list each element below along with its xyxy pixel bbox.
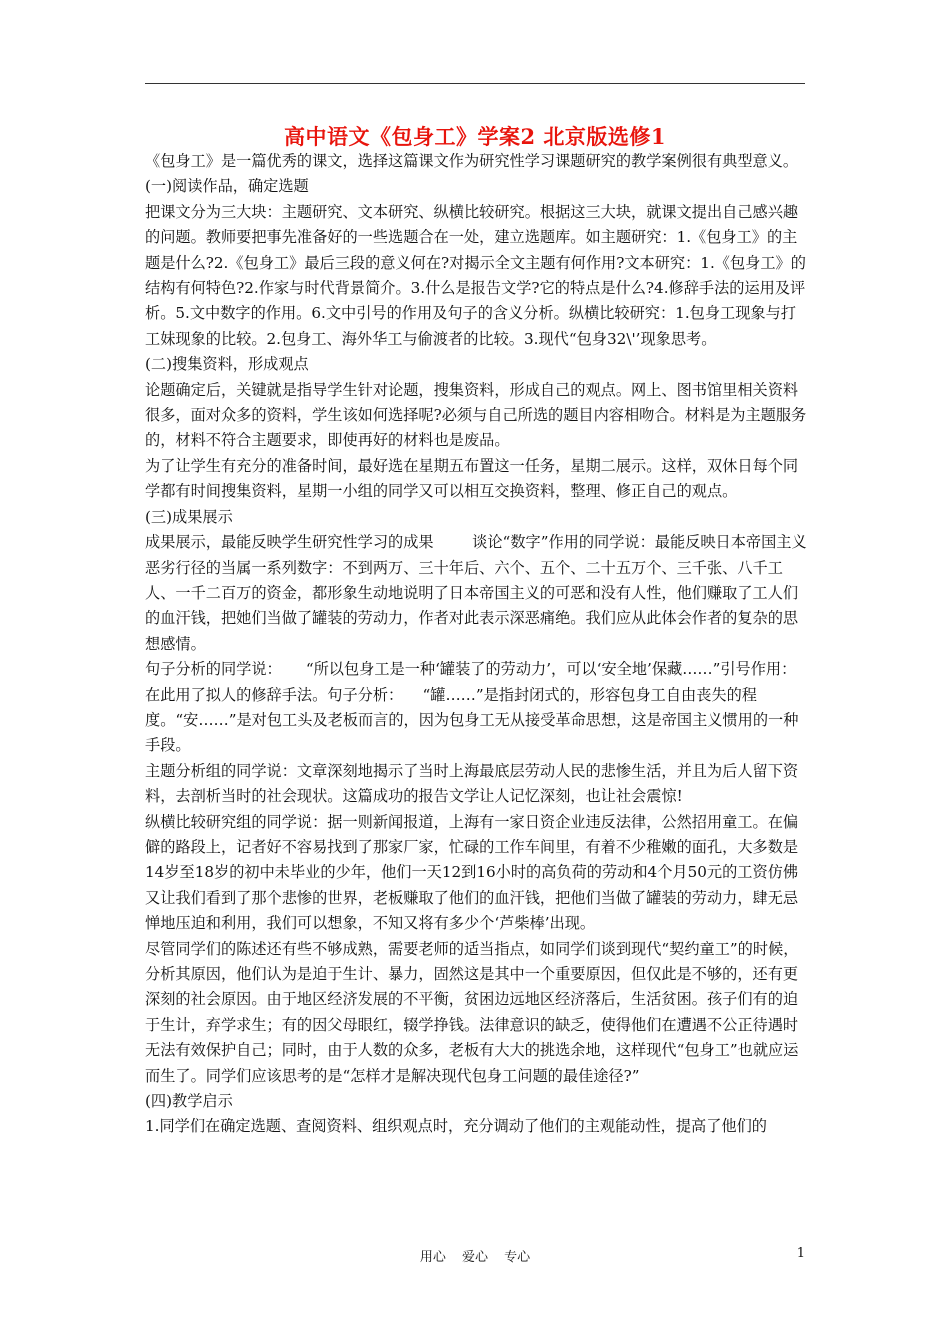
section-heading: (二)搜集资料，形成观点: [145, 355, 309, 374]
page-footer: [145, 1246, 805, 1268]
paragraph: 纵横比较研究组的同学说：据一则新闻报道，上海有一家日资企业违反法律，公然招用童工。在偏僻的路段上，记者好不容易找到了那家厂家，忙碌的工作车间里，有着不少稚嫩的面孔，大多数是14岁至18岁的初中未毕业的少年，他们一天12到16小时的高负荷的劳动和4个月50元的工资仿佛又让我们看到了那个悲惨的世界，老板赚取了他们的血汗钱，把他们当做了罐装的劳动力，肆无忌惮地压迫和利用，我们可以想象，不知又将有多少个‘芦柴棒’出现。: [145, 812, 799, 933]
paragraph: 句子分析的同学说： “所以包身工是一种‘罐装了的劳动力’，可以‘安全地’保藏……”引号作用：在此用了拟人的修辞手法。句子分析： “罐……”是指封闭式的，形容包身工自由丧失的程度。“安……”是对包工头及老板而言的，因为包身工无从接受革命思想，这是帝国主义惯用的一种手段。: [145, 660, 799, 755]
section-heading: (三)成果展示: [145, 507, 233, 526]
paragraph: 尽管同学们的陈述还有些不够成熟，需要老师的适当指点，如同学们谈到现代“契约童工”的时候，分析其原因，他们认为是迫于生计、暴力，固然这是其中一个重要原因，但仅此是不够的，还有更深刻的社会原因。由于地区经济发展的不平衡，贫困边远地区经济落后，生活贫困。孩子们有的迫于生计，弃学求生；有的因父母眼红，辍学挣钱。法律意识的缺乏，使得他们在遭遇不公正待遇时无法有效保护自己；同时，由于人数的众多，老板有大大的挑选余地，这样现代“包身工”也就应运而生了。同学们应该思考的是“怎样才是解决现代包身工问题的最佳途径?”: [145, 939, 799, 1085]
page-number: 1: [796, 1246, 805, 1261]
section-heading: (四)教学启示: [145, 1092, 233, 1111]
paragraph: 《包身工》是一篇优秀的课文，选择这篇课文作为研究性学习课题研究的教学案例很有典型意义。: [145, 152, 799, 170]
document-body: [145, 149, 809, 1140]
paragraph: 主题分析组的同学说：文章深刻地揭示了当时上海最底层劳动人民的悲惨生活，并且为后人留下资料，去剖析当时的社会现状。这篇成功的报告文学让人记忆深刻，也让社会震惊!: [145, 761, 799, 806]
paragraph: 成果展示，最能反映学生研究性学习的成果 谈论“数字”作用的同学说：最能反映日本帝国主义恶劣行径的当属一系列数字：不到两万、三十年后、六个、五个、二十五万个、三千张、八千工人、一千二百万的资金，都形象生动地说明了日本帝国主义的可恶和没有人性，他们赚取了工人们的血汗钱，把她们当做了罐装的劳动力，作者对此表示深恶痛绝。我们应从此体会作者的复杂的思想感情。: [145, 533, 807, 653]
paragraph: 论题确定后，关键就是指导学生针对论题，搜集资料，形成自己的观点。网上、图书馆里相关资料很多，面对众多的资料，学生该如何选择呢?必须与自己所选的题目内容相吻合。材料是为主题服务的，材料不符合主题要求，即使再好的材料也是废品。: [145, 380, 807, 450]
paragraph: 1.同学们在确定选题、查阅资料、组织观点时，充分调动了他们的主观能动性，提高了他们的: [145, 1117, 767, 1136]
footer-slogan: 用心 爱心 专心: [419, 1250, 531, 1265]
section-heading: (一)阅读作品，确定选题: [145, 177, 309, 196]
paragraph: 为了让学生有充分的准备时间，最好选在星期五布置这一任务，星期二展示。这样，双休日每个同学都有时间搜集资料，星期一小组的同学又可以相互交换资料，整理、修正自己的观点。: [145, 456, 799, 501]
header-rule: [145, 83, 805, 84]
document-title: 高中语文《包身工》学案2 北京版选修1: [283, 124, 667, 149]
paragraph: 把课文分为三大块：主题研究、文本研究、纵横比较研究。根据这三大块，就课文提出自己感兴趣的问题。教师要把事先准备好的一些选题合在一处，建立选题库。如主题研究：1.《包身工》的主题是什么?2.《包身工》最后三段的意义何在?对揭示全文主题有何作用?文本研究：1.《包身工》的结构有何特色?2.作家与时代背景简介。3.什么是报告文学?它的特点是什么?4.修辞手法的运用及评析。5.文中数字的作用。6.文中引号的作用及句子的含义分析。纵横比较研究：1.包身工现象与打工妹现象的比较。2.包身工、海外华工与偷渡者的比较。3.现代“包身32\'’现象思考。: [145, 202, 806, 348]
